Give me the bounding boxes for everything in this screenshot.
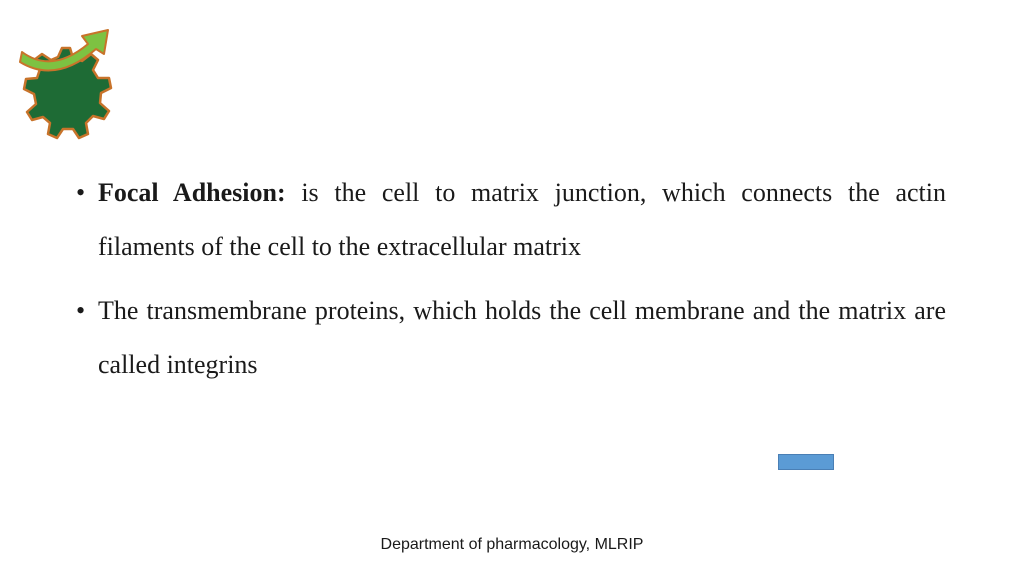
bullet-text: The transmembrane proteins, which holds the cell membrane and the matrix are called integrins <box>98 296 946 379</box>
blue-rectangle <box>778 454 834 470</box>
slide-content <box>72 166 946 402</box>
bullet-text: is the cell to matrix junction, which connects the actin filaments of the cell to the extracellular matrix <box>98 178 946 261</box>
footer-text: Department of pharmacology, MLRIP <box>380 536 644 553</box>
bullet-marker: • <box>76 296 86 325</box>
bullet-term: Focal Adhesion: <box>98 178 286 207</box>
bullet-integrins <box>72 284 946 392</box>
bullet-focal-adhesion <box>72 166 946 274</box>
gear-arrow-logo-icon <box>12 22 122 148</box>
bullet-marker: • <box>76 178 86 207</box>
